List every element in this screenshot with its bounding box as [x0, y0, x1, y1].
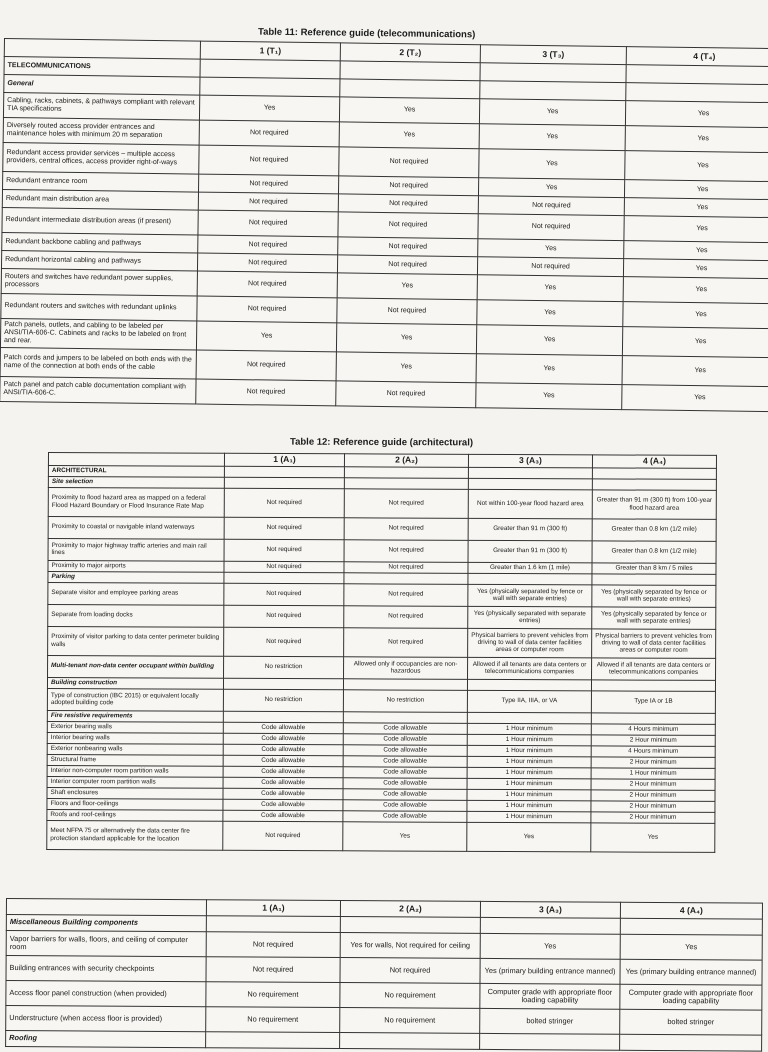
- requirement-label: Interior non-computer room partition walls: [47, 765, 223, 777]
- requirement-label: Patch panels, outlets, and cabling to be labeled per ANSI/TIA-606-C. Cabinets and racks to be labeled on front and rear.: [0, 318, 196, 350]
- tier-1-value: No restriction: [223, 689, 343, 712]
- tier-1-value: Not required: [224, 627, 344, 657]
- table-13-col-2: 2 (A₂): [340, 901, 480, 918]
- table-12-col-2: 2 (A₂): [344, 454, 468, 467]
- tier-2-value: Yes: [339, 122, 479, 149]
- tier-3-value: Yes: [479, 99, 625, 126]
- table-11-col-3: 3 (T₃): [480, 45, 626, 65]
- tier-4-value: Greater than 0.8 km (1/2 mile): [592, 540, 716, 563]
- tier-4-value: Yes: [620, 934, 762, 960]
- tier-3-value: Allowed if all tenants are data centers or telecommunications companies: [468, 657, 592, 680]
- tier-3-value: Yes: [477, 275, 623, 302]
- tier-3-value: Yes: [478, 178, 624, 198]
- tier-4-value: 4 Hours minimum: [591, 723, 715, 735]
- tier-3-value: 1 Hour minimum: [467, 745, 591, 757]
- tier-4-value: Yes: [625, 101, 768, 128]
- tier-1-value: Not required: [206, 957, 340, 983]
- tier-4-value: Type IA or 1B: [591, 690, 715, 713]
- tier-2-value: No restriction: [343, 689, 467, 712]
- table-row: [47, 688, 715, 713]
- empty-cell: [344, 572, 468, 584]
- requirement-label: Type of construction (IBC 2015) or equivalent locally adopted building code: [47, 688, 223, 711]
- tier-3-value: 1 Hour minimum: [467, 778, 591, 790]
- table-13-section-roofing: Roofing: [6, 1031, 206, 1048]
- tier-2-value: Not required: [344, 583, 468, 606]
- table-11-col-1: 1 (T₁): [200, 41, 340, 61]
- tier-1-value: Not required: [224, 488, 344, 518]
- requirement-label: Exterior nonbearing walls: [47, 743, 223, 755]
- tier-1-value: Not required: [206, 932, 340, 958]
- tier-2-value: Not required: [336, 381, 476, 408]
- table-12-col-4: 4 (A₄): [592, 455, 716, 468]
- tier-3-value: Yes (physically separated by fence or wall with separate entries): [468, 584, 592, 607]
- requirement-label: Meet NFPA 75 or alternatively the data center fire protection standard applicable for the location: [47, 820, 223, 850]
- tier-2-value: Yes: [337, 273, 477, 300]
- tier-3-value: bolted stringer: [480, 1008, 620, 1034]
- tier-4-value: Greater than 8 km / 5 miles: [592, 562, 716, 574]
- tier-3-value: Yes (physically separated with separate entries): [468, 606, 592, 629]
- tier-2-value: Not required: [344, 488, 468, 518]
- tier-4-value: bolted stringer: [620, 1009, 762, 1035]
- tier-1-value: Code allowable: [223, 788, 343, 800]
- requirement-label: Understructure (when access floor is provided): [6, 1006, 206, 1032]
- empty-cell: [591, 679, 715, 691]
- requirement-label: Redundant horizontal cabling and pathways: [1, 250, 197, 271]
- empty-cell: [343, 711, 467, 723]
- tier-1-value: Not required: [196, 379, 336, 406]
- tier-4-value: Yes: [623, 259, 768, 279]
- requirement-label: Redundant access provider services – multiple access providers, central offices, access provider right-of-ways: [3, 142, 199, 174]
- tier-1-value: No restriction: [224, 656, 344, 679]
- tier-2-value: Yes: [343, 821, 467, 851]
- table-12-col-3: 3 (A₃): [468, 454, 592, 467]
- tier-4-value: Yes: [624, 241, 768, 261]
- tier-4-value: Yes: [624, 180, 768, 200]
- tier-4-value: Yes: [622, 327, 768, 358]
- tier-4-value: Physical barriers to prevent vehicles from driving to wall of data center facilities areas or computer room: [592, 628, 716, 658]
- empty-cell: [224, 477, 344, 489]
- tier-3-value: Yes: [476, 383, 622, 410]
- tier-2-value: Code allowable: [343, 777, 467, 789]
- empty-cell: [468, 573, 592, 585]
- empty-cell: [591, 712, 715, 724]
- tier-4-value: Yes: [625, 151, 768, 182]
- tier-3-value: 1 Hour minimum: [467, 767, 591, 779]
- tier-2-value: Yes: [336, 323, 476, 354]
- table-row: [48, 655, 716, 680]
- tier-3-value: Not required: [477, 257, 623, 277]
- tier-2-value: Not required: [338, 237, 478, 257]
- tier-2-value: Not required: [344, 539, 468, 562]
- tier-3-value: Greater than 91 m (300 ft): [468, 518, 592, 541]
- tier-3-value: Yes (primary building entrance manned): [480, 958, 620, 984]
- table-11-rows: [0, 93, 768, 412]
- tier-4-value: 2 Hour minimum: [591, 734, 715, 746]
- table-12-architectural: [46, 452, 717, 852]
- tier-3-value: Greater than 91 m (300 ft): [468, 540, 592, 563]
- table-13-col-3: 3 (A₃): [480, 901, 620, 918]
- tier-4-value: 1 Hour minimum: [591, 767, 715, 779]
- tier-2-value: Code allowable: [343, 810, 467, 822]
- tier-1-value: Code allowable: [223, 722, 343, 734]
- empty-cell: [344, 477, 468, 489]
- table-11-col-2: 2 (T₂): [340, 43, 480, 63]
- table-11-telecommunications: [0, 38, 768, 412]
- tier-4-value: 2 Hour minimum: [591, 811, 715, 823]
- tier-3-value: 1 Hour minimum: [467, 734, 591, 746]
- tier-2-value: Not required: [344, 561, 468, 573]
- tier-1-value: Code allowable: [223, 810, 343, 822]
- tier-1-value: Not required: [198, 235, 338, 255]
- empty-cell: [468, 478, 592, 490]
- table-row: [48, 604, 716, 629]
- tier-1-value: Not required: [198, 192, 338, 212]
- empty-cell: [343, 678, 467, 690]
- tier-4-value: 2 Hour minimum: [591, 778, 715, 790]
- tier-4-value: Yes: [623, 302, 768, 329]
- table-11-col-4: 4 (T₄): [626, 47, 768, 67]
- table-13-rows: [6, 931, 763, 1036]
- tier-2-value: Code allowable: [343, 788, 467, 800]
- requirement-label: Proximity to major highway traffic arteries and main rail lines: [48, 538, 224, 561]
- tier-2-value: Yes: [339, 97, 479, 124]
- tier-4-value: Yes: [591, 822, 715, 852]
- requirement-label: Access floor panel construction (when provided): [6, 981, 206, 1007]
- tier-1-value: Not required: [197, 296, 337, 323]
- tier-3-value: Yes: [476, 325, 622, 356]
- section-title: Site selection: [48, 476, 224, 488]
- requirement-label: Exterior bearing walls: [47, 721, 223, 733]
- requirement-label: Patch cords and jumpers to be labeled on both ends with the name of the connection at both ends of the cable: [0, 347, 196, 379]
- tier-2-value: Code allowable: [343, 799, 467, 811]
- tier-1-value: Not required: [198, 210, 338, 237]
- tier-3-value: Not within 100-year flood hazard area: [468, 489, 592, 519]
- tier-2-value: Code allowable: [343, 744, 467, 756]
- tier-1-value: Not required: [224, 517, 344, 540]
- tier-2-value: Not required: [337, 298, 477, 325]
- tier-4-value: Yes (physically separated by fence or wall with separate entries): [592, 606, 716, 629]
- tier-2-value: No requirement: [340, 1008, 480, 1034]
- empty-cell: [223, 711, 343, 723]
- tier-4-value: Greater than 0.8 km (1/2 mile): [592, 518, 716, 541]
- requirement-label: Redundant intermediate distribution areas (if present): [2, 207, 198, 235]
- requirement-label: Proximity to major airports: [48, 560, 224, 572]
- tier-3-value: Yes: [480, 933, 620, 959]
- tier-3-value: Type IIA, IIIA, or VA: [467, 690, 591, 713]
- tier-4-value: Computer grade with appropriate floor loading capability: [620, 984, 762, 1010]
- tier-3-value: 1 Hour minimum: [467, 800, 591, 812]
- empty-cell: [592, 573, 716, 585]
- section-title: Multi-tenant non-data center occupant within building: [48, 655, 224, 678]
- requirement-label: Routers and switches have redundant power supplies, processors: [1, 268, 197, 296]
- tier-1-value: Not required: [224, 561, 344, 573]
- tier-1-value: Code allowable: [223, 755, 343, 767]
- table-13-col-1: 1 (A₁): [206, 900, 340, 917]
- tier-1-value: Not required: [197, 253, 337, 273]
- tier-2-value: Not required: [340, 958, 480, 984]
- tier-4-value: Yes: [625, 126, 768, 153]
- tier-2-value: Code allowable: [343, 755, 467, 767]
- tier-4-value: Yes: [624, 216, 768, 243]
- table-row: [48, 626, 716, 658]
- empty-cell: [592, 478, 716, 490]
- empty-cell: [223, 678, 343, 690]
- tier-2-value: Yes: [336, 352, 476, 383]
- requirement-label: Structural frame: [47, 754, 223, 766]
- table-13-col-4: 4 (A₄): [620, 902, 762, 919]
- tier-2-value: Not required: [344, 605, 468, 628]
- tier-3-value: Yes: [478, 239, 624, 259]
- tier-4-value: 2 Hour minimum: [591, 756, 715, 768]
- requirement-label: Proximity to coastal or navigable inland waterways: [48, 516, 224, 539]
- tier-2-value: Not required: [338, 176, 478, 196]
- table-continued-architectural: [5, 898, 763, 1052]
- requirement-label: Roofs and roof-ceilings: [47, 809, 223, 821]
- requirement-label: Patch panel and patch cable documentation compliant with ANSI/TIA-606-C.: [0, 376, 196, 404]
- requirement-label: Separate from loading docks: [48, 604, 224, 627]
- tier-3-value: Yes: [476, 354, 622, 385]
- tier-1-value: No requirement: [206, 982, 340, 1008]
- tier-4-value: Greater than 91 m (300 ft) from 100-year flood hazard area: [592, 489, 716, 519]
- tier-2-value: Not required: [339, 147, 479, 178]
- tier-1-value: Not required: [199, 145, 339, 176]
- tier-2-value: Code allowable: [343, 733, 467, 745]
- requirement-label: Separate visitor and employee parking areas: [48, 582, 224, 605]
- table-12-col-1: 1 (A₁): [224, 453, 344, 466]
- tier-2-value: Not required: [338, 194, 478, 214]
- requirement-label: Redundant main distribution area: [2, 189, 198, 210]
- table-13-section-misc: Miscellaneous Building components: [6, 915, 206, 932]
- requirement-label: Proximity to flood hazard area as mapped on a federal Flood Hazard Boundary or Flood Insurance Rate Map: [48, 487, 224, 517]
- tier-4-value: Yes: [622, 385, 768, 412]
- table-12-caption: Table 12: Reference guide (architectural): [289, 436, 474, 449]
- tier-3-value: Yes: [467, 822, 591, 852]
- requirement-label: Interior computer room partition walls: [47, 776, 223, 788]
- tier-4-value: 2 Hour minimum: [591, 800, 715, 812]
- tier-2-value: Code allowable: [343, 722, 467, 734]
- tier-3-value: 1 Hour minimum: [467, 789, 591, 801]
- tier-3-value: Greater than 1.6 km (1 mile): [468, 562, 592, 574]
- requirement-label: Redundant entrance room: [3, 171, 199, 192]
- tier-2-value: Not required: [338, 212, 478, 239]
- requirement-label: Proximity of visitor parking to data center perimeter building walls: [48, 626, 224, 656]
- table-12-rows: [47, 476, 717, 852]
- section-title: Fire resistive requirements: [47, 710, 223, 722]
- tier-2-value: Not required: [337, 255, 477, 275]
- tier-1-value: Not required: [224, 583, 344, 606]
- tier-2-value: Not required: [344, 627, 468, 657]
- tier-1-value: Yes: [196, 321, 336, 352]
- tier-3-value: 1 Hour minimum: [467, 723, 591, 735]
- table-row: [48, 487, 716, 519]
- section-title: Parking: [48, 571, 224, 583]
- tier-4-value: 4 Hours minimum: [591, 745, 715, 757]
- tier-1-value: Code allowable: [223, 766, 343, 778]
- tier-4-value: Yes: [622, 356, 768, 387]
- tier-2-value: No requirement: [340, 983, 480, 1009]
- requirement-label: Floors and floor-ceilings: [47, 798, 223, 810]
- table-11-caption: Table 11: Reference guide (telecommunications): [257, 26, 476, 41]
- table-11-category: TELECOMMUNICATIONS: [4, 57, 200, 78]
- tier-4-value: Yes: [623, 277, 768, 304]
- table-row: [48, 582, 716, 607]
- tier-1-value: Not required: [224, 605, 344, 628]
- empty-cell: [467, 679, 591, 691]
- tier-2-value: Allowed only if occupancies are non-hazardous: [344, 656, 468, 679]
- tier-3-value: 1 Hour minimum: [467, 811, 591, 823]
- tier-3-value: Yes: [477, 300, 623, 327]
- tier-4-value: Yes (primary building entrance manned): [620, 959, 762, 985]
- table-12-category: ARCHITECTURAL: [48, 465, 224, 477]
- tier-1-value: Code allowable: [223, 733, 343, 745]
- tier-1-value: Code allowable: [223, 777, 343, 789]
- tier-4-value: 2 Hour minimum: [591, 789, 715, 801]
- tier-1-value: Yes: [199, 95, 339, 122]
- table-row: [48, 538, 716, 563]
- table-11-section-general: General: [4, 75, 200, 96]
- tier-3-value: Not required: [478, 214, 624, 241]
- empty-cell: [224, 572, 344, 584]
- tier-3-value: Physical barriers to prevent vehicles from driving to wall of data center facilities areas or computer room: [468, 628, 592, 658]
- tier-3-value: Yes: [479, 149, 625, 180]
- requirement-label: Interior bearing walls: [47, 732, 223, 744]
- tier-2-value: Code allowable: [343, 766, 467, 778]
- table-row: [48, 516, 716, 541]
- requirement-label: Cabling, racks, cabinets, & pathways compliant with relevant TIA specifications: [3, 93, 199, 121]
- requirement-label: Building entrances with security checkpoints: [6, 956, 206, 982]
- tier-1-value: Not required: [197, 271, 337, 298]
- requirement-label: Redundant backbone cabling and pathways: [2, 232, 198, 253]
- tier-4-value: Yes: [624, 198, 768, 218]
- tier-2-value: Not required: [344, 517, 468, 540]
- tier-1-value: No requirement: [206, 1007, 340, 1033]
- tier-4-value: Allowed if all tenants are data centers or telecommunications companies: [592, 657, 716, 680]
- tier-3-value: Not required: [478, 196, 624, 216]
- tier-1-value: Not required: [223, 821, 343, 851]
- tier-1-value: Code allowable: [223, 799, 343, 811]
- tier-1-value: Code allowable: [223, 744, 343, 756]
- requirement-label: Redundant routers and switches with redundant uplinks: [1, 293, 197, 321]
- tier-3-value: Yes: [479, 124, 625, 151]
- tier-1-value: Not required: [196, 350, 336, 381]
- tier-2-value: Yes for walls, Not required for ceiling: [340, 933, 480, 959]
- requirement-label: Vapor barriers for walls, floors, and ceiling of computer room: [6, 931, 206, 957]
- tier-4-value: Yes (physically separated by fence or wall with separate entries): [592, 584, 716, 607]
- tier-1-value: Not required: [224, 539, 344, 562]
- tier-1-value: Not required: [199, 174, 339, 194]
- tier-1-value: Not required: [199, 120, 339, 147]
- tier-3-value: Computer grade with appropriate floor loading capability: [480, 983, 620, 1009]
- table-row: [47, 820, 715, 852]
- empty-cell: [467, 712, 591, 724]
- tier-3-value: 1 Hour minimum: [467, 756, 591, 768]
- section-title: Building construction: [47, 677, 223, 689]
- requirement-label: Shaft enclosures: [47, 787, 223, 799]
- requirement-label: Diversely routed access provider entrances and maintenance holes with minimum 20 m separation: [3, 117, 199, 145]
